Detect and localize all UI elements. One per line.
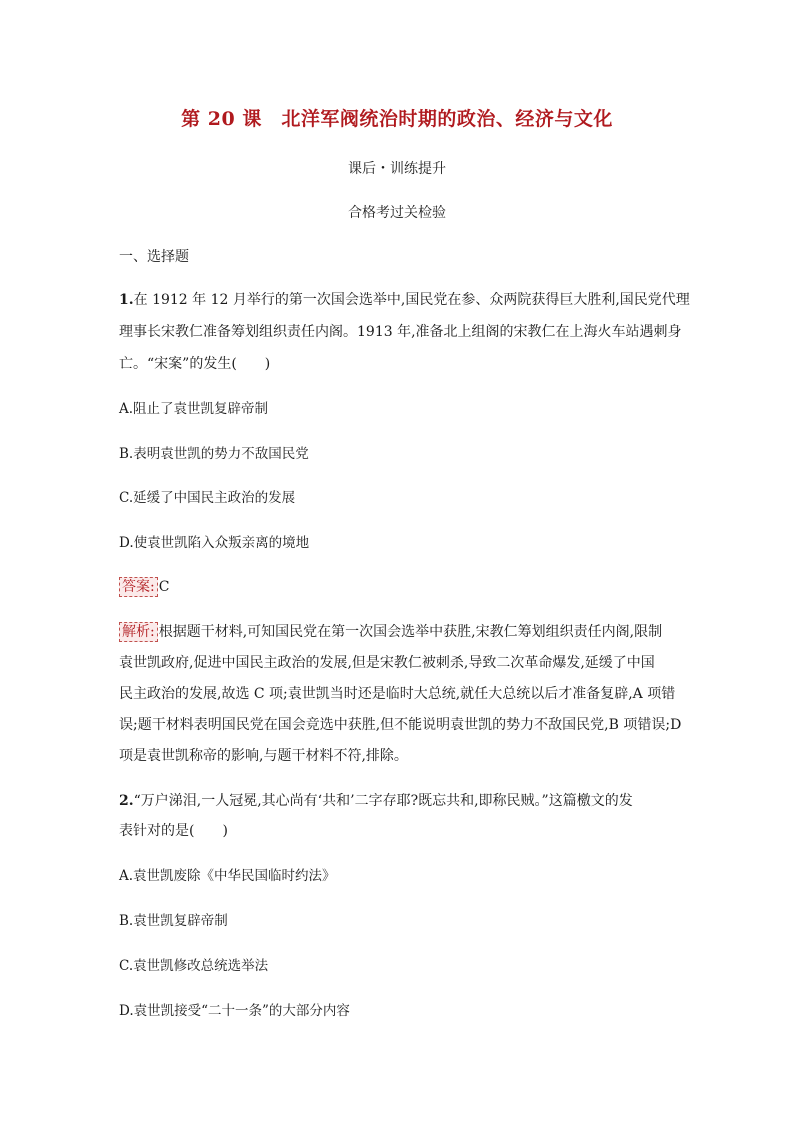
question-2-option-d: D.袁世凯接受“二十一条”的大部分内容 bbox=[119, 1003, 350, 1019]
question-1-analysis-line bbox=[119, 622, 662, 642]
question-2-option-a: A.袁世凯废除《中华民国临时约法》 bbox=[119, 868, 336, 884]
question-1-analysis-line: 民主政治的发展,故选 C 项;袁世凯当时还是临时大总统,就任大总统以后才准备复辟,A 项错 bbox=[119, 686, 676, 702]
question-1-analysis-line: 袁世凯政府,促进中国民主政治的发展,但是宋教仁被刺杀,导致二次革命爆发,延缓了中国 bbox=[119, 655, 655, 671]
question-1-option-d: D.使袁世凯陷入众叛亲离的境地 bbox=[119, 535, 310, 551]
question-1-option-a: A.阻止了袁世凯复辟帝制 bbox=[119, 401, 269, 417]
question-1-stem-line: 亡。“宋案”的发生( ) bbox=[119, 356, 271, 372]
question-1-option-b: B.表明袁世凯的势力不敌国民党 bbox=[119, 446, 309, 462]
question-1-answer bbox=[119, 577, 169, 597]
question-1-option-c: C.延缓了中国民主政治的发展 bbox=[119, 490, 296, 506]
subtitle-practice: 课后・训练提升 bbox=[348, 161, 446, 177]
answer-label: 答案: bbox=[119, 577, 158, 597]
question-1-analysis-line: 项是袁世凯称帝的影响,与题干材料不符,排除。 bbox=[119, 748, 408, 764]
question-2-number: 2. bbox=[119, 793, 134, 809]
section-heading: 一、选择题 bbox=[119, 249, 189, 265]
lesson-title: 第 20 课 北洋军阀统治时期的政治、经济与文化 bbox=[181, 108, 613, 130]
question-2-option-b: B.袁世凯复辟帝制 bbox=[119, 913, 228, 929]
question-1-number: 1. bbox=[119, 292, 134, 308]
question-2-stem-line: 表针对的是( ) bbox=[119, 823, 228, 839]
question-2-stem-line bbox=[119, 791, 633, 811]
question-1-stem-line bbox=[119, 290, 690, 310]
question-2-stem-text: “万户涕泪,一人冠冕,其心尚有‘共和’二字存耶?既忘共和,即称民贼。”这篇檄文的发 bbox=[133, 793, 633, 809]
question-1-stem-line: 理事长宋教仁准备筹划组织责任内阁。1913 年,准备北上组阁的宋教仁在上海火车站遇刺身 bbox=[119, 324, 682, 340]
question-1-analysis-line: 误;题干材料表明国民党在国会竞选中获胜,但不能说明袁世凯的势力不敌国民党,B 项错误;D bbox=[119, 717, 682, 733]
question-1-stem-text: 在 1912 年 12 月举行的第一次国会选举中,国民党在参、众两院获得巨大胜利,国民党代理 bbox=[133, 292, 690, 308]
answer-value: C bbox=[158, 579, 170, 595]
subtitle-qualification: 合格考过关检验 bbox=[348, 205, 446, 221]
analysis-label: 解析: bbox=[119, 622, 158, 642]
analysis-text: 根据题干材料,可知国民党在第一次国会选举中获胜,宋教仁筹划组织责任内阁,限制 bbox=[158, 624, 663, 640]
question-2-option-c: C.袁世凯修改总统选举法 bbox=[119, 958, 269, 974]
